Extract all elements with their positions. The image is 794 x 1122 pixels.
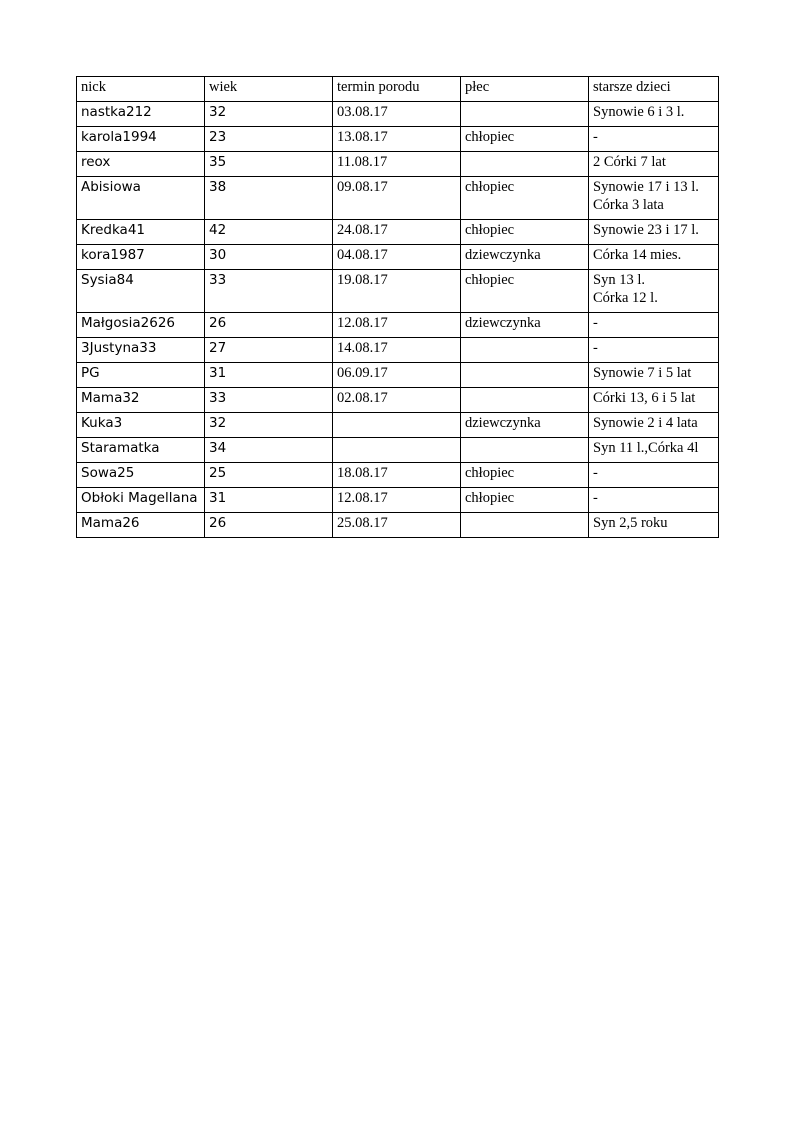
table-row [77, 127, 719, 152]
cell-nick: Małgosia2626 [77, 313, 205, 338]
cell-older-children [589, 388, 719, 413]
cell-age: 32 [205, 413, 333, 438]
cell-nick: Kuka3 [77, 413, 205, 438]
older-children-line: Syn 13 l. [593, 272, 645, 288]
cell-sex [461, 438, 589, 463]
older-children-line: 2 Córki 7 lat [593, 154, 666, 170]
header-nick: nick [77, 77, 205, 102]
cell-due-date: 12.08.17 [333, 488, 461, 513]
older-children-line: Córka 12 l. [593, 290, 658, 306]
cell-due-date [333, 413, 461, 438]
cell-sex: dziewczynka [461, 413, 589, 438]
table-row [77, 270, 719, 313]
cell-nick: reox [77, 152, 205, 177]
older-children-line: Córki 13, 6 i 5 lat [593, 390, 696, 406]
older-children-line: Syn 2,5 roku [593, 515, 668, 531]
cell-sex [461, 388, 589, 413]
older-children-line: - [593, 490, 598, 506]
cell-age: 38 [205, 177, 333, 220]
table-row [77, 245, 719, 270]
cell-nick: nastka212 [77, 102, 205, 127]
cell-nick: karola1994 [77, 127, 205, 152]
cell-older-children [589, 488, 719, 513]
table-body [77, 102, 719, 538]
cell-older-children [589, 220, 719, 245]
older-children-line: Synowie 6 i 3 l. [593, 104, 685, 120]
table-row [77, 363, 719, 388]
cell-due-date: 09.08.17 [333, 177, 461, 220]
cell-due-date: 03.08.17 [333, 102, 461, 127]
cell-older-children [589, 338, 719, 363]
header-due-date: termin porodu [333, 77, 461, 102]
cell-due-date [333, 438, 461, 463]
cell-older-children [589, 363, 719, 388]
older-children-line: - [593, 315, 598, 331]
data-table [76, 76, 719, 538]
table-row [77, 338, 719, 363]
older-children-line: - [593, 340, 598, 356]
cell-nick: Kredka41 [77, 220, 205, 245]
cell-older-children [589, 413, 719, 438]
cell-age: 33 [205, 270, 333, 313]
cell-age: 35 [205, 152, 333, 177]
older-children-line: - [593, 465, 598, 481]
cell-sex [461, 102, 589, 127]
table-row [77, 313, 719, 338]
cell-sex: chłopiec [461, 270, 589, 313]
cell-due-date: 24.08.17 [333, 220, 461, 245]
cell-age: 42 [205, 220, 333, 245]
older-children-line: Córka 14 mies. [593, 247, 682, 263]
cell-older-children [589, 313, 719, 338]
older-children-line: Syn 11 l.,Córka 4l [593, 440, 699, 456]
cell-older-children [589, 152, 719, 177]
cell-sex: chłopiec [461, 177, 589, 220]
cell-older-children [589, 102, 719, 127]
cell-nick: Staramatka [77, 438, 205, 463]
cell-age: 31 [205, 488, 333, 513]
older-children-line: Córka 3 lata [593, 197, 664, 213]
cell-due-date: 02.08.17 [333, 388, 461, 413]
cell-age: 27 [205, 338, 333, 363]
cell-age: 26 [205, 313, 333, 338]
table-row [77, 102, 719, 127]
table-header-row [77, 77, 719, 102]
cell-age: 26 [205, 513, 333, 538]
cell-sex: dziewczynka [461, 313, 589, 338]
table-row [77, 413, 719, 438]
cell-age: 25 [205, 463, 333, 488]
older-children-line: Synowie 7 i 5 lat [593, 365, 692, 381]
cell-due-date: 11.08.17 [333, 152, 461, 177]
table-row [77, 220, 719, 245]
cell-sex: chłopiec [461, 127, 589, 152]
cell-older-children [589, 270, 719, 313]
header-age: wiek [205, 77, 333, 102]
older-children-line: Synowie 23 i 17 l. [593, 222, 699, 238]
cell-age: 34 [205, 438, 333, 463]
cell-age: 32 [205, 102, 333, 127]
cell-nick: Abisiowa [77, 177, 205, 220]
older-children-line: Synowie 17 i 13 l. [593, 179, 699, 195]
table-row [77, 463, 719, 488]
cell-sex: chłopiec [461, 488, 589, 513]
cell-nick: kora1987 [77, 245, 205, 270]
cell-due-date: 13.08.17 [333, 127, 461, 152]
older-children-line: - [593, 129, 598, 145]
table-row [77, 488, 719, 513]
cell-age: 30 [205, 245, 333, 270]
cell-older-children [589, 438, 719, 463]
cell-older-children [589, 127, 719, 152]
cell-due-date: 12.08.17 [333, 313, 461, 338]
table-row [77, 152, 719, 177]
cell-sex [461, 513, 589, 538]
document-page [76, 76, 718, 538]
table-row [77, 513, 719, 538]
header-sex: płec [461, 77, 589, 102]
cell-older-children [589, 245, 719, 270]
cell-age: 23 [205, 127, 333, 152]
cell-due-date: 25.08.17 [333, 513, 461, 538]
older-children-line: Synowie 2 i 4 lata [593, 415, 698, 431]
table-row [77, 438, 719, 463]
header-older-children: starsze dzieci [589, 77, 719, 102]
cell-nick: Mama32 [77, 388, 205, 413]
cell-nick: Sysia84 [77, 270, 205, 313]
cell-nick: PG [77, 363, 205, 388]
cell-age: 31 [205, 363, 333, 388]
cell-sex: chłopiec [461, 463, 589, 488]
cell-due-date: 18.08.17 [333, 463, 461, 488]
cell-sex: chłopiec [461, 220, 589, 245]
cell-sex: dziewczynka [461, 245, 589, 270]
cell-older-children [589, 177, 719, 220]
cell-due-date: 06.09.17 [333, 363, 461, 388]
table-row [77, 177, 719, 220]
cell-nick: Mama26 [77, 513, 205, 538]
cell-older-children [589, 463, 719, 488]
cell-sex [461, 152, 589, 177]
cell-age: 33 [205, 388, 333, 413]
cell-nick: Sowa25 [77, 463, 205, 488]
table-row [77, 388, 719, 413]
cell-due-date: 14.08.17 [333, 338, 461, 363]
cell-nick: Obłoki Magellana [77, 488, 205, 513]
cell-sex [461, 338, 589, 363]
cell-older-children [589, 513, 719, 538]
cell-nick: 3Justyna33 [77, 338, 205, 363]
cell-due-date: 04.08.17 [333, 245, 461, 270]
cell-sex [461, 363, 589, 388]
cell-due-date: 19.08.17 [333, 270, 461, 313]
